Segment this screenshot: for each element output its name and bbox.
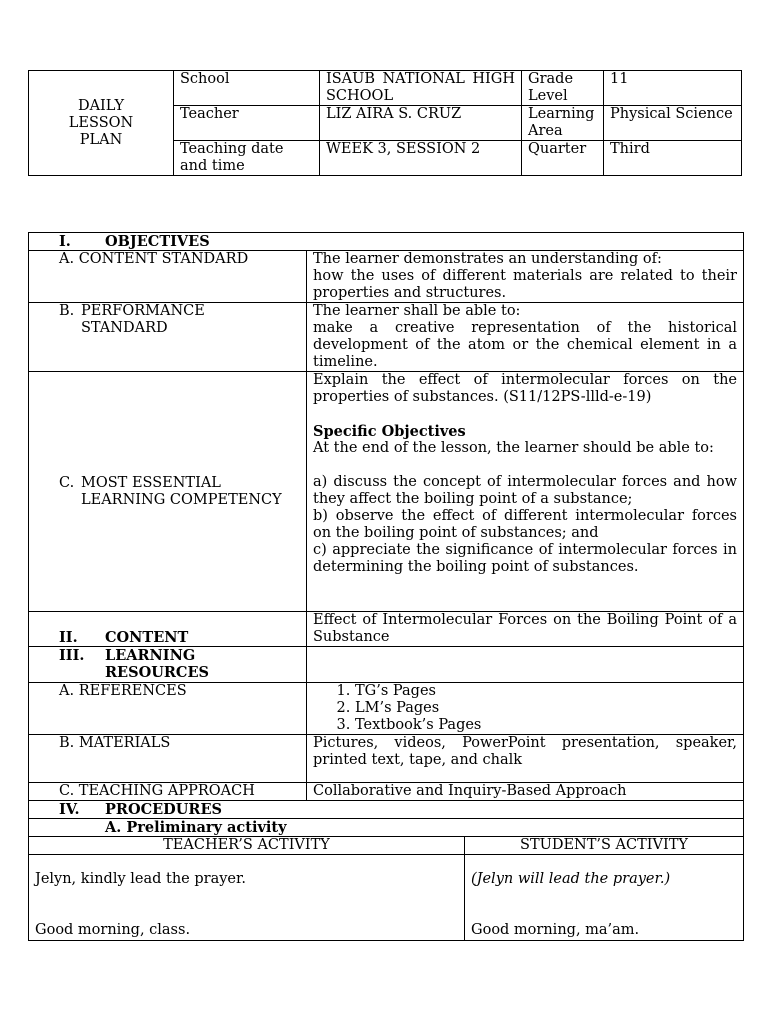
content-row: [29, 612, 744, 647]
competency-text: Explain the effect of intermolecular forces on the properties of substances. (S11/12PS-llld-e-19): [313, 372, 737, 405]
specific-objectives-intro: At the end of the lesson, the learner should be able to:: [313, 440, 714, 456]
competency-letter: C.: [59, 474, 75, 491]
objective-item-a: a) discuss the concept of intermolecular forces and how they affect the boiling point of a substance;: [313, 474, 737, 507]
teacher-activity-header: TEACHER’S ACTIVITY: [29, 837, 465, 855]
grade-label: Grade Level: [522, 71, 604, 106]
quarter-value: Third: [604, 141, 742, 176]
teacher-line: Jelyn, kindly lead the prayer.: [35, 871, 246, 887]
performance-standard-line2: make a creative representation of the historical development of the atom or the chemical element in a timeline.: [313, 320, 737, 370]
date-value: WEEK 3, SESSION 2: [320, 141, 522, 176]
procedures-title: PROCEDURES: [105, 801, 222, 818]
objective-item-b: b) observe the effect of different intermolecular forces on the boiling point of substances; and: [313, 508, 737, 541]
approach-value: Collaborative and Inquiry-Based Approach: [307, 783, 744, 801]
quarter-label: Quarter: [522, 141, 604, 176]
objectives-row: [29, 233, 744, 251]
content-number: II.: [59, 629, 78, 646]
student-line: (Jelyn will lead the prayer.): [471, 871, 671, 887]
school-value: ISAUB NATIONAL HIGH SCHOOL: [320, 71, 522, 106]
date-label: Teaching date and time: [174, 141, 320, 176]
materials-value: Pictures, videos, PowerPoint presentation, speaker, printed text, tape, and chalk: [307, 735, 744, 783]
performance-standard-line1: The learner shall be able to:: [313, 303, 521, 319]
plan-title: DAILY LESSON PLAN: [29, 71, 174, 176]
content-standard-row: [29, 251, 744, 303]
procedures-row: [29, 801, 744, 819]
header-table: [28, 70, 742, 176]
teacher-line: Good morning, class.: [35, 922, 191, 938]
performance-standard-letter: B.: [59, 303, 75, 319]
student-activity-header: STUDENT’S ACTIVITY: [465, 837, 744, 855]
references-label: A. REFERENCES: [29, 683, 307, 735]
competency-label: MOST ESSENTIAL LEARNING COMPETENCY: [81, 474, 282, 508]
resources-number: III.: [59, 647, 85, 664]
specific-objectives-heading: Specific Objectives: [313, 423, 466, 440]
resources-title: LEARNING RESOURCES: [105, 647, 209, 681]
materials-label: B. MATERIALS: [29, 735, 307, 783]
performance-standard-label: PERFORMANCE STANDARD: [81, 303, 205, 336]
approach-row: [29, 783, 744, 801]
references-row: [29, 683, 744, 735]
performance-standard-row: [29, 303, 744, 372]
area-value: Physical Science: [604, 106, 742, 141]
student-line: Good morning, ma’am.: [471, 922, 640, 938]
section-number: I.: [59, 233, 71, 250]
lesson-table: [28, 232, 744, 941]
objective-item-c: c) appreciate the significance of intermolecular forces in determining the boiling point of substances.: [313, 542, 737, 575]
preliminary-row: [29, 819, 744, 837]
activity-row: [29, 855, 744, 941]
procedures-number: IV.: [59, 801, 80, 818]
preliminary-heading: A. Preliminary activity: [29, 819, 744, 837]
resources-row: [29, 647, 744, 683]
approach-label: C. TEACHING APPROACH: [29, 783, 307, 801]
reference-item: 3. Textbook’s Pages: [355, 717, 737, 734]
content-value: Effect of Intermolecular Forces on the Boiling Point of a Substance: [307, 612, 744, 647]
materials-row: [29, 735, 744, 783]
grade-value: 11: [604, 71, 742, 106]
teacher-value: LIZ AIRA S. CRUZ: [320, 106, 522, 141]
teacher-label: Teacher: [174, 106, 320, 141]
content-standard-line2: how the uses of different materials are related to their properties and structures.: [313, 268, 737, 301]
content-title: CONTENT: [105, 629, 189, 646]
references-list: [313, 683, 737, 734]
section-title: OBJECTIVES: [105, 233, 210, 250]
reference-item: 2. LM’s Pages: [355, 700, 737, 717]
activity-header-row: [29, 837, 744, 855]
school-label: School: [174, 71, 320, 106]
competency-row: [29, 372, 744, 612]
content-standard-line1: The learner demonstrates an understanding of:: [313, 251, 662, 267]
content-standard-label: A. CONTENT STANDARD: [29, 251, 307, 303]
area-label: Learning Area: [522, 106, 604, 141]
reference-item: 1. TG’s Pages: [355, 683, 737, 700]
